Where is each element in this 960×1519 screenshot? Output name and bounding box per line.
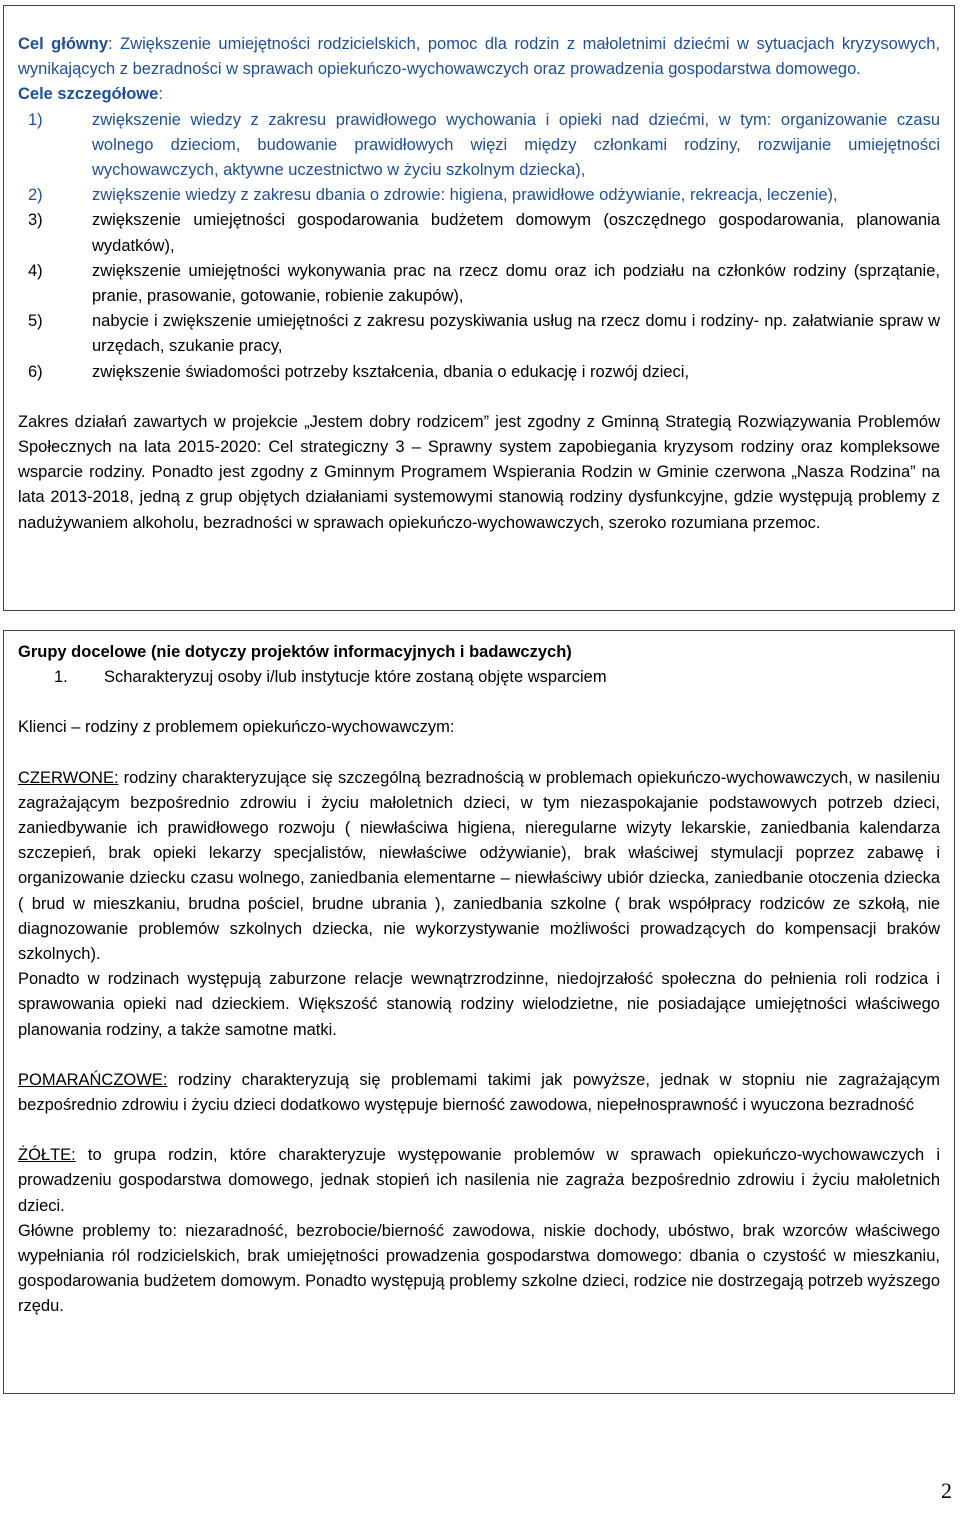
- question-line: [18, 665, 940, 690]
- question-text: Scharakteryzuj osoby i/lub instytucje które zostaną objęte wsparciem: [104, 668, 607, 687]
- orange-group-label: POMARAŃCZOWE:: [18, 1070, 168, 1089]
- list-item: 2) zwiększenie wiedzy z zakresu dbania o zdrowie: higiena, prawidłowe odżywianie, rekreacja, leczenie),: [28, 186, 838, 205]
- yellow-group-label: ŻÓŁTE:: [18, 1146, 76, 1165]
- target-groups-heading: Grupy docelowe (nie dotyczy projektów informacyjnych i badawczych): [18, 643, 572, 661]
- list-item: 6) zwiększenie świadomości potrzeby kształcenia, dbania o edukację i rozwój dzieci,: [28, 362, 690, 381]
- main-goal-text: : Zwiększenie umiejętności rodzicielskich, pomoc dla rodzin z małoletnimi dziećmi w sytuacjach kryzysowych, wynikających z bezradności w sprawach opiekuńczo-wychowawczych oraz prowadzenia gospodarstwa domowego.: [18, 35, 941, 79]
- main-goal-paragraph: [18, 32, 940, 82]
- clients-line: Klienci – rodziny z problemem opiekuńczo-wychowawczym:: [18, 718, 455, 737]
- orange-group-paragraph: POMARAŃCZOWE: rodziny charakteryzują się problemami takimi jak powyższe, jednak w stopniu nie zagrażającym bezpośrednio zdrowiu i życiu dzieci dodatkowo występuje bierność zawodowa, niepełnosprawność i wyuczona bezradność: [18, 1070, 940, 1115]
- question-number: 1.: [54, 668, 68, 687]
- yellow-group-paragraph-2: Główne problemy to: niezaradność, bezrobocie/bierność zawodowa, niskie dochody, ubóstwo, brak wzorców właściwego wypełniania ról rodzicielskich, brak umiejętności prowadzenia gospodarstwa domowego: dbania o czystość w mieszkaniu, gospodarowania budżetem domowym. Ponadto występują problemy szkolne dzieci, rodzice nie dostrzegają potrzeb wyższego rzędu.: [18, 1221, 940, 1316]
- page-number: 2: [941, 1478, 952, 1503]
- list-item: 1) zwiększenie wiedzy z zakresu prawidłowego wychowania i opieki nad dziećmi, w tym: organizowanie czasu wolnego dzieciom, budowanie prawidłowych więzi między członkami rodziny, rozwijanie umiejętności wychowawczych, aktywne uczestnictwo w życiu szkolnym dziecka),: [28, 110, 940, 180]
- list-item: 5) nabycie i zwiększenie umiejętności z zakresu pozyskiwania usług na rzecz domu i rodziny- np. załatwianie spraw w urzędach, szukanie pracy,: [28, 312, 940, 356]
- main-goal-label: Cel główny: [18, 35, 109, 53]
- target-groups-section: [3, 630, 955, 1394]
- scope-paragraph: Zakres działań zawartych w projekcie „Jestem dobry rodzicem” jest zgodny z Gminną Strategią Rozwiązywania Problemów Społecznych na lata 2015-2020: Cel strategiczny 3 – Sprawny system zapobiegania kryzysom rodziny oraz kompleksowe wsparcie rodziny. Ponadto jest zgodny z Gminnym Programem Wspierania Rodzin w Gminie czerwona „Nasza Rodzina” na lata 2013-2018, jedną z grup objętych działaniami systemowymi stanowią rodziny dysfunkcyjne, gdzie występują problemy z nadużywaniem alkoholu, bezradności w sprawach opiekuńczo-wychowawczych, szeroko rozumiana przemoc.: [18, 412, 940, 532]
- red-group-paragraph: CZERWONE: rodziny charakteryzujące się szczególną bezradnością w problemach opiekuńczo-wychowawczych, w nasileniu zagrażającym bezpośrednio zdrowiu i życiu małoletnich dzieci, w tym niezaspokajanie podstawowych potrzeb dzieci, zaniedbywanie ich prawidłowego rozwoju ( niewłaściwa higiena, nieregularne wizyty lekarskie, zaniedbania kalendarza szczepień, brak opieki lekarzy specjalistów, niewłaściwe odżywianie), brak właściwej stymulacji poprzez zabawę i organizowanie dziecku czasu wolnego, zaniedbania elementarne – niewłaściwy ubiór dziecka, zaniedbanie otoczenia dziecka ( brud w mieszkaniu, brudna pościel, brudne ubrania ), zaniedbania szkolne ( brak współpracy rodziców ze szkołą, nie diagnozowanie problemów szkolnych dziecka, nie wykorzystywanie możliwości prowadzących do kompensacji braków szkolnych).: [18, 768, 940, 964]
- list-item: 3) zwiększenie umiejętności gospodarowania budżetem domowym (oszczędnego gospodarowania, planowania wydatków),: [28, 211, 940, 255]
- red-group-label: CZERWONE:: [18, 768, 119, 787]
- red-group-paragraph-2: Ponadto w rodzinach występują zaburzone relacje wewnątrzrodzinne, niedojrzałość społeczna do pełnienia roli rodzica i sprawowania opieki nad dzieckiem. Większość stanowią rodziny wielodzietne, nie posiadające umiejętności właściwego planowania rodziny, a także samotne matki.: [18, 970, 940, 1039]
- specific-goals-heading: Cele szczegółowe:: [18, 85, 163, 104]
- specific-goals-label: Cele szczegółowe: [18, 85, 159, 104]
- specific-goals-list: [18, 108, 940, 385]
- list-item: 4) zwiększenie umiejętności wykonywania prac na rzecz domu oraz ich podziału na członków rodziny (sprzątanie, pranie, prasowanie, gotowanie, robienie zakupów),: [28, 261, 940, 306]
- goals-section: [3, 5, 955, 611]
- yellow-group-paragraph: ŻÓŁTE: to grupa rodzin, które charakteryzuje występowanie problemów w sprawach opiekuńczo-wychowawczych i prowadzeniu gospodarstwa domowego, jednak stopień ich nasilenia nie zagraża bezpośrednio zdrowiu i życiu małoletnich dzieci.: [18, 1146, 940, 1215]
